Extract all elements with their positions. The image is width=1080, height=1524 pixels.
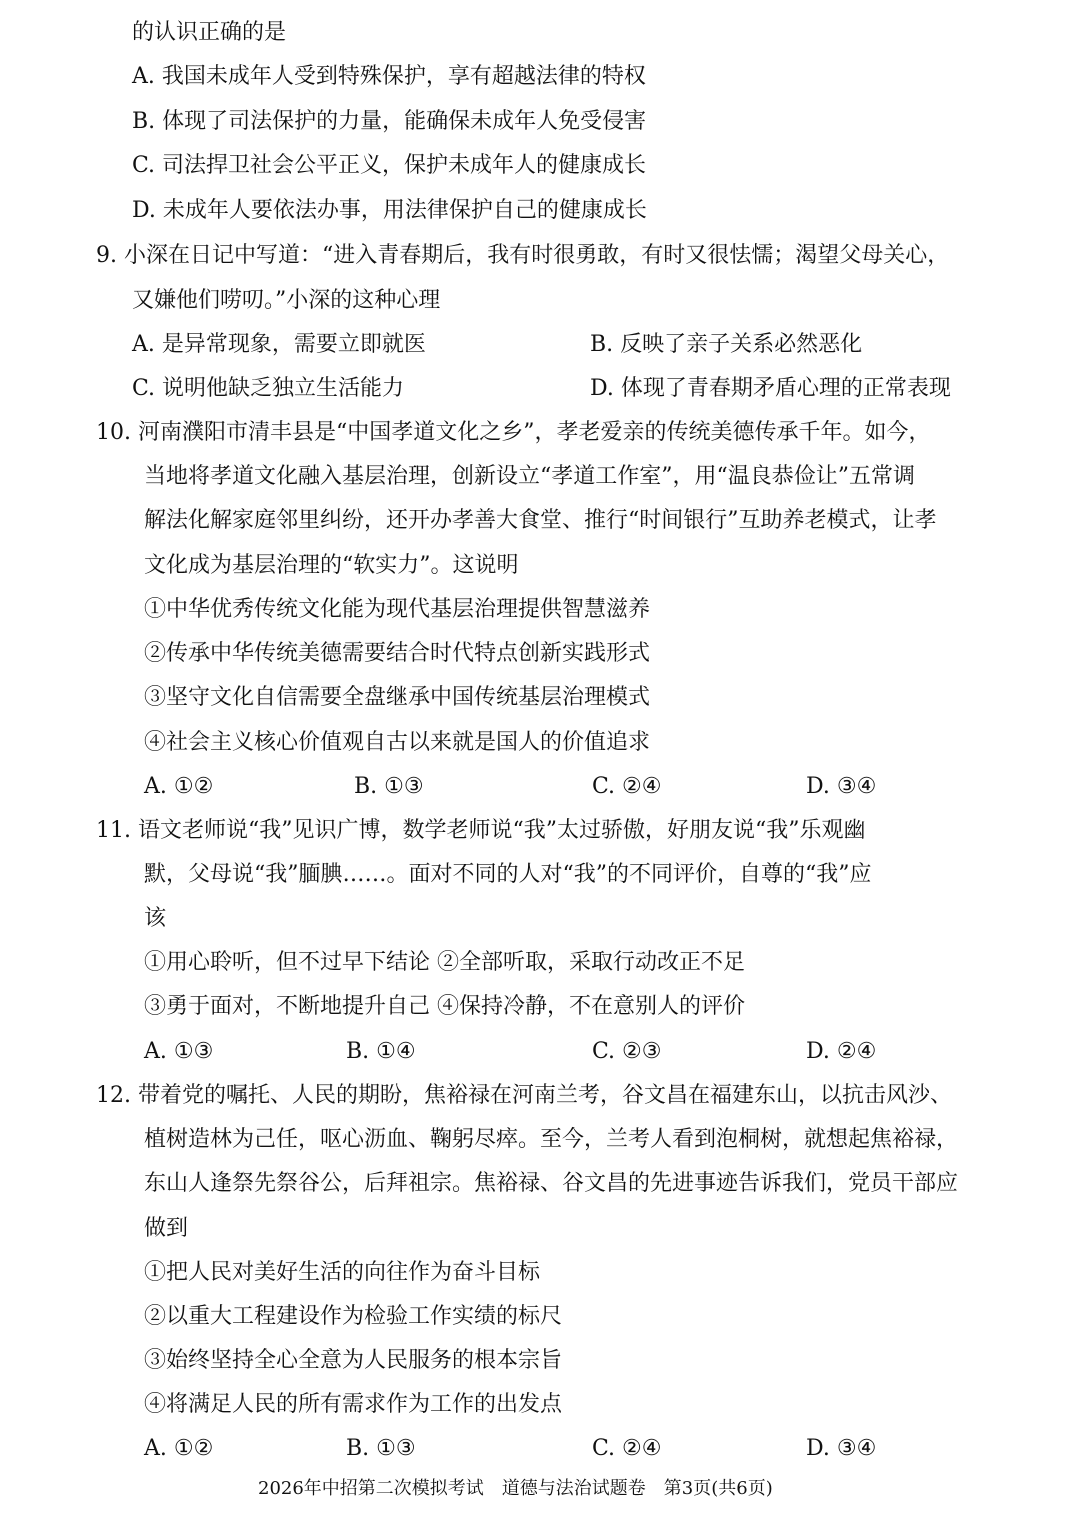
q8-option-d: D. 未成年人要依法办事，用法律保护自己的健康成长: [132, 198, 647, 223]
q9-stem-1: 9. 小深在日记中写道：“进入青春期后，我有时很勇敢，有时又很怯懦；渴望父母关心，: [96, 243, 950, 268]
q11-option-c: C. ②③: [592, 1039, 662, 1064]
q12-option-c: C. ②④: [592, 1436, 662, 1461]
q9-stem-2: 又嫌他们唠叨。”小深的这种心理: [132, 288, 441, 313]
q12-stem-1: 12. 带着党的嘱托、人民的期盼，焦裕禄在河南兰考，谷文昌在福建东山，以抗击风沙、: [96, 1083, 952, 1108]
q8-option-c: C. 司法捍卫社会公平正义，保护未成年人的健康成长: [132, 153, 647, 178]
q10-statement-1: ①中华优秀传统文化能为现代基层治理提供智慧滋养: [144, 597, 651, 622]
q9-option-a: A. 是异常现象，需要立即就医: [132, 332, 426, 357]
q12-stem-2: 植树造林为己任，呕心沥血、鞠躬尽瘁。至今，兰考人看到泡桐树，就想起焦裕禄，: [144, 1127, 959, 1152]
q10-option-a: A. ①②: [144, 774, 214, 799]
q10-statement-2: ②传承中华传统美德需要结合时代特点创新实践形式: [144, 641, 651, 666]
q12-statement-2: ②以重大工程建设作为检验工作实绩的标尺: [144, 1304, 563, 1329]
q11-stem-2: 默，父母说“我”腼腆……。面对不同的人对“我”的不同评价，自尊的“我”应: [144, 862, 872, 887]
q8-option-a: A. 我国未成年人受到特殊保护，享有超越法律的特权: [132, 64, 646, 89]
q12-statement-1: ①把人民对美好生活的向往作为奋斗目标: [144, 1260, 541, 1285]
q8-option-b: B. 体现了司法保护的力量，能确保未成年人免受侵害: [132, 109, 647, 134]
q12-option-d: D. ③④: [806, 1436, 877, 1461]
q8-stem-tail: 的认识正确的是: [132, 20, 287, 45]
q11-statements-2: ③勇于面对，不断地提升自己 ④保持冷静，不在意别人的评价: [144, 994, 745, 1019]
q10-stem-2: 当地将孝道文化融入基层治理，创新设立“孝道工作室”，用“温良恭俭让”五常调: [144, 464, 915, 489]
q10-statement-4: ④社会主义核心价值观自古以来就是国人的价值追求: [144, 730, 651, 755]
q11-option-a: A. ①③: [144, 1039, 214, 1064]
q12-stem-3: 东山人逢祭先祭谷公，后拜祖宗。焦裕禄、谷文昌的先进事迹告诉我们，党员干部应: [144, 1171, 959, 1196]
page-footer: 2026年中招第二次模拟考试 道德与法治试题卷 第3页(共6页): [258, 1478, 773, 1499]
q10-stem-3: 解法化解家庭邻里纠纷，还开办孝善大食堂、推行“时间银行”互助养老模式，让孝: [144, 508, 937, 533]
q11-statements-1: ①用心聆听，但不过早下结论 ②全部听取，采取行动改正不足: [144, 950, 745, 975]
q11-option-b: B. ①④: [346, 1039, 416, 1064]
q10-statement-3: ③坚守文化自信需要全盘继承中国传统基层治理模式: [144, 685, 651, 710]
q10-option-c: C. ②④: [592, 774, 662, 799]
q10-stem-4: 文化成为基层治理的“软实力”。这说明: [144, 553, 519, 578]
q9-option-d: D. 体现了青春期矛盾心理的正常表现: [590, 376, 951, 401]
q11-stem-1: 11. 语文老师说“我”见识广博，数学老师说“我”太过骄傲，好朋友说“我”乐观幽: [96, 818, 866, 843]
q12-statement-4: ④将满足人民的所有需求作为工作的出发点: [144, 1392, 563, 1417]
q11-stem-3: 该: [144, 906, 167, 931]
q12-option-b: B. ①③: [346, 1436, 416, 1461]
q12-option-a: A. ①②: [144, 1436, 214, 1461]
q12-stem-4: 做到: [144, 1216, 189, 1241]
q10-stem-1: 10. 河南濮阳市清丰县是“中国孝道文化之乡”，孝老爱亲的传统美德传承千年。如今，: [96, 420, 931, 445]
q10-option-d: D. ③④: [806, 774, 877, 799]
q12-statement-3: ③始终坚持全心全意为人民服务的根本宗旨: [144, 1348, 563, 1373]
q10-option-b: B. ①③: [354, 774, 424, 799]
q9-option-b: B. 反映了亲子关系必然恶化: [590, 332, 863, 357]
q9-option-c: C. 说明他缺乏独立生活能力: [132, 376, 405, 401]
q11-option-d: D. ②④: [806, 1039, 877, 1064]
